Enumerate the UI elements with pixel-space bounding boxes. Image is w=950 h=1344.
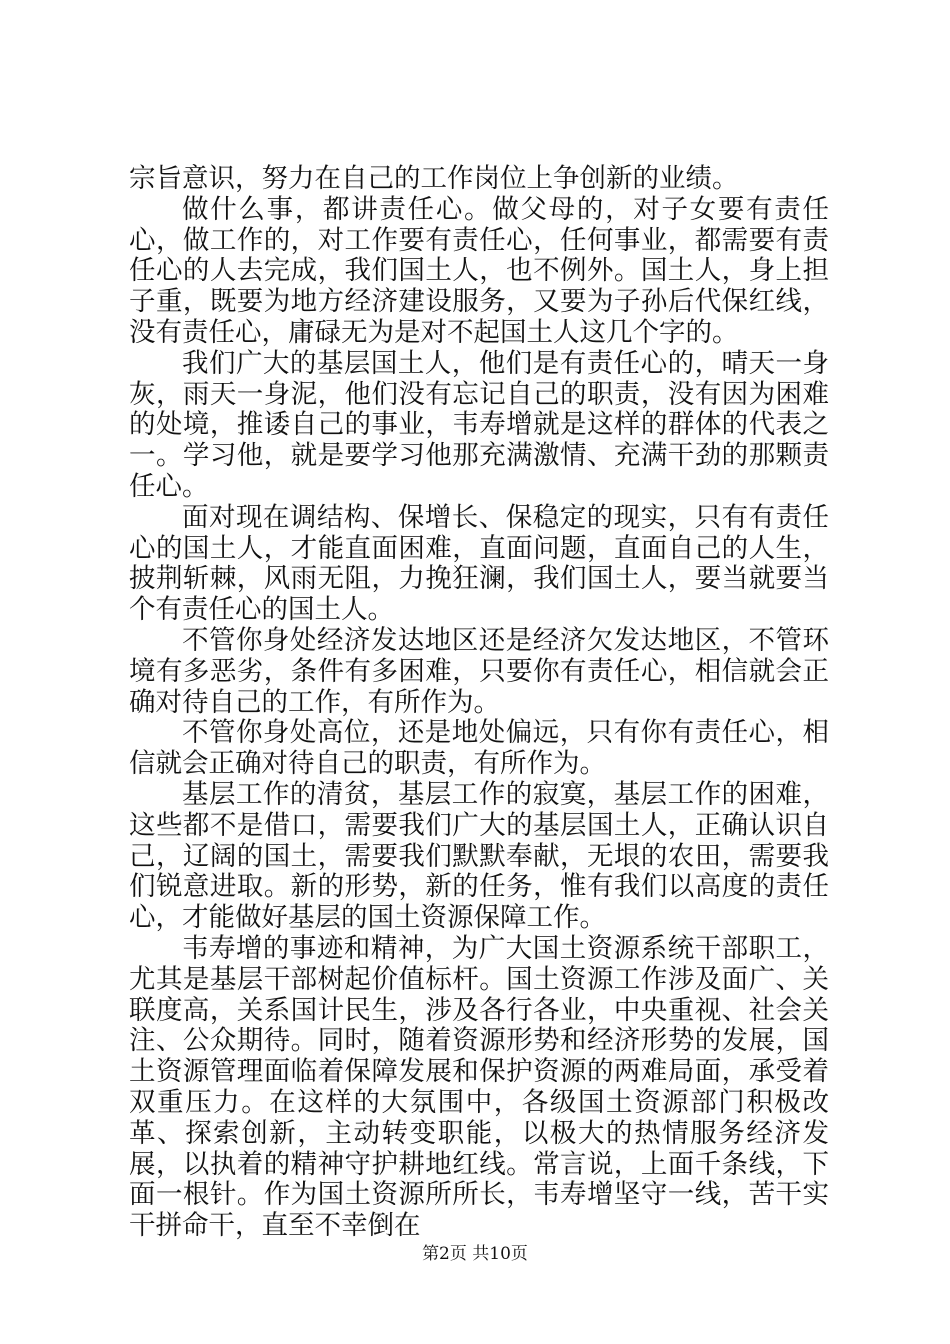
paragraph: 不管你身处经济发达地区还是经济欠发达地区，不管环境有多恶劣，条件有多困难，只要你有责任心，相信就会正确对待自己的工作，有所作为。 — [129, 624, 829, 718]
paragraph: 韦寿增的事迹和精神，为广大国土资源系统干部职工，尤其是基层干部树起价值标杆。国土资源工作涉及面广、关联度高，关系国计民生，涉及各行各业，中央重视、社会关注、公众期待。同时，随着资源形势和经济形势的发展，国土资源管理面临着保障发展和保护资源的两难局面，承受着双重压力。在这样的大氛围中，各级国土资源部门积极改革、探索创新，主动转变职能，以极大的热情服务经济发展，以执着的精神守护耕地红线。常言说，上面千条线，下面一根针。作为国土资源所所长，韦寿增坚守一线，苦干实干拼命干，直至不幸倒在 — [129, 932, 829, 1242]
paragraph: 宗旨意识，努力在自己的工作岗位上争创新的业绩。 — [129, 163, 739, 194]
paragraph: 不管你身处高位，还是地处偏远，只有你有责任心，相信就会正确对待自己的职责，有所作为。 — [129, 717, 829, 780]
paragraph: 面对现在调结构、保增长、保稳定的现实，只有有责任心的国土人，才能直面困难，直面问题，直面自己的人生，披荆斩棘，风雨无阻，力挽狂澜，我们国土人，要当就要当个有责任心的国土人。 — [129, 501, 829, 626]
page-footer: 第2页 共10页 — [422, 1244, 528, 1264]
paragraph: 基层工作的清贫，基层工作的寂寞，基层工作的困难，这些都不是借口，需要我们广大的基层国土人，正确认识自己，辽阔的国土，需要我们默默奉献，无垠的农田，需要我们锐意进取。新的形势，新的任务，惟有我们以高度的责任心，才能做好基层的国土资源保障工作。 — [129, 778, 829, 934]
paragraph: 做什么事，都讲责任心。做父母的，对子女要有责任心，做工作的，对工作要有责任心，任何事业，都需要有责任心的人去完成，我们国土人，也不例外。国土人，身上担子重，既要为地方经济建设服务，又要为子孙后代保红线，没有责任心，庸碌无为是对不起国土人这几个字的。 — [129, 193, 829, 348]
body-text — [129, 164, 829, 1242]
paragraph: 我们广大的基层国土人，他们是有责任心的，晴天一身灰，雨天一身泥，他们没有忘记自己的职责，没有因为困难的处境，推诿自己的事业，韦寿增就是这样的群体的代表之一。学习他，就是要学习他那充满激情、充满干劲的那颗责任心。 — [129, 347, 829, 502]
